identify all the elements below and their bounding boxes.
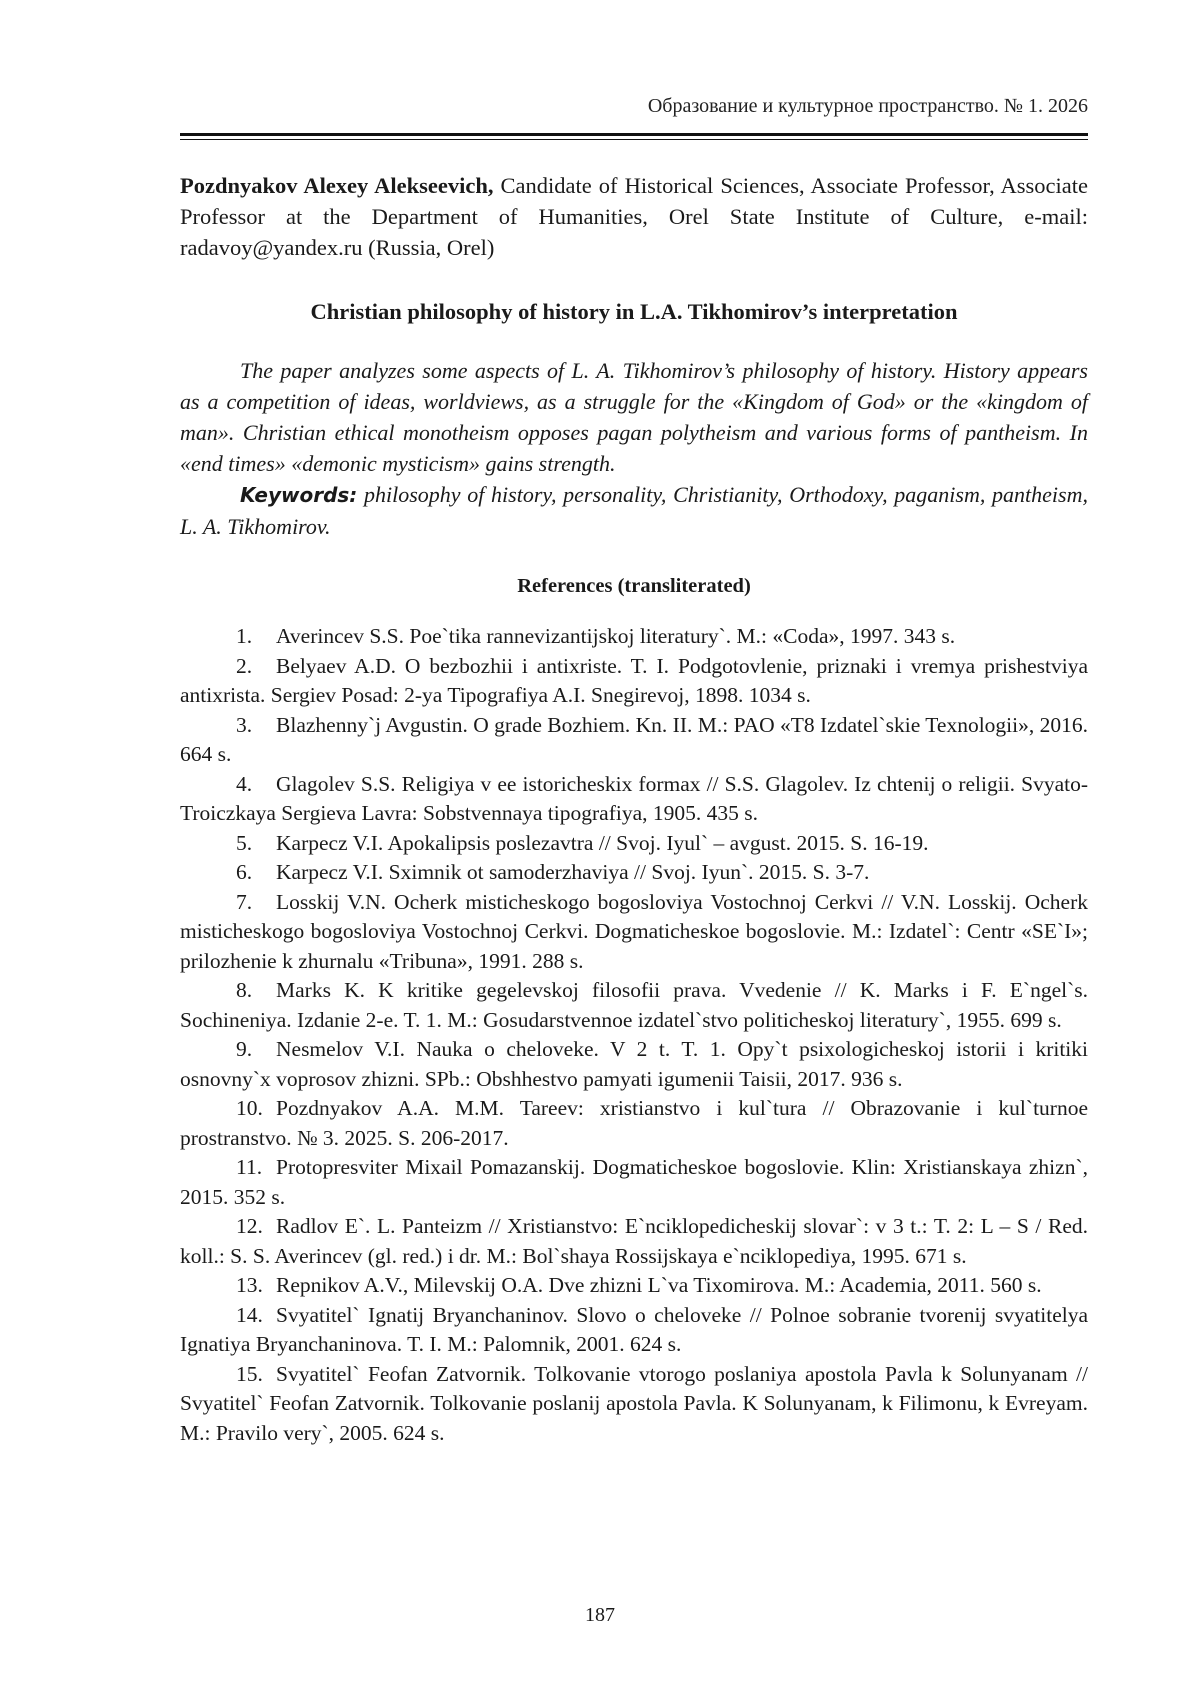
reference-text: Belyaev A.D. O bezbozhii i antixriste. T. I. Podgotovlenie, priznaki i vremya prishestviya antixrista. Sergiev Posad: 2-ya Tipografiya A.I. Snegirevoj, 1898. 1034 s. — [180, 653, 1088, 707]
reference-number: 6. — [236, 860, 253, 884]
reference-item — [180, 622, 1088, 652]
keywords-label: Keywords: — [240, 483, 358, 507]
author-name: Pozdnyakov Alexey Alekseevich, — [180, 173, 494, 198]
reference-text: Losskij V.N. Ocherk misticheskogo bogosloviya Vostochnoj Cerkvi // V.N. Losskij. Ocherk misticheskogo bogosloviya Vostochnoj Cerkvi. Dogmaticheskoe bogoslovie. M.: Izdatel`: Centr «SE`I»; prilozhenie k zhurnalu «Tribuna», 1991. 288 s. — [180, 889, 1088, 973]
header-rule-thin — [180, 139, 1088, 140]
reference-number: 9. — [236, 1037, 253, 1061]
reference-number: 7. — [236, 889, 253, 914]
reference-number: 8. — [236, 978, 253, 1002]
reference-text: Glagolev S.S. Religiya v ee istoricheskix formax // S.S. Glagolev. Iz chtenij o religii. Svyato-Troiczkaya Sergieva Lavra: Sobstvennaya tipografiya, 1905. 435 s. — [180, 771, 1088, 825]
reference-item — [180, 711, 1088, 770]
page-content — [180, 170, 1088, 1448]
article-title: Christian philosophy of history in L.A. Tikhomirov’s interpretation — [310, 299, 958, 324]
reference-item — [180, 1153, 1088, 1212]
reference-text: Karpecz V.I. Apokalipsis poslezavtra // Svoj. Iyul` – avgust. 2015. S. 16-19. — [276, 830, 929, 855]
reference-number: 14. — [236, 1302, 263, 1327]
running-header: Образование и культурное пространство. № 1. 2026 — [647, 95, 1088, 117]
abstract: The paper analyzes some aspects of L. A. Tikhomirov’s philosophy of history. History appears as a competition of ideas, worldviews, as a struggle for the «Kingdom of God» or the «kingdom of man». Christian ethical monotheism opposes pagan polytheism and various forms of pantheism. In «end times» «demonic mysticism» gains strength. — [180, 358, 1088, 476]
author-affiliation: Candidate of Historical Sciences, Associate Professor, Associate Professor at the Department of Humanities, Orel State Institute of Culture, e-mail: radavoy@yandex.ru (Russia, Orel) — [180, 173, 1088, 260]
reference-text: Svyatitel` Feofan Zatvornik. Tolkovanie vtorogo poslaniya apostola Pavla k Solunyanam // Svyatitel` Feofan Zatvornik. Tolkovanie poslanij apostola Pavla. K Solunyanam, k Filimonu, k Evreyam. M.: Pravilo very`, 2005. 624 s. — [180, 1361, 1088, 1445]
reference-text: Blazhenny`j Avgustin. O grade Bozhiem. Kn. II. M.: PAO «T8 Izdatel`skie Texnologii», 2016. 664 s. — [180, 712, 1088, 766]
page-number: 187 — [585, 1604, 615, 1626]
reference-number: 12. — [236, 1214, 263, 1238]
reference-number: 5. — [236, 830, 253, 855]
reference-number: 1. — [236, 624, 253, 648]
references-list — [180, 622, 1088, 1448]
reference-text: Pozdnyakov A.A. M.M. Tareev: xristianstvo i kul`tura // Obrazovanie i kul`turnoe prostranstvo. № 3. 2025. S. 206-2017. — [180, 1096, 1088, 1150]
reference-text: Averincev S.S. Poe`tika rannevizantijskoj literatury`. M.: «Coda», 1997. 343 s. — [276, 624, 956, 648]
author-info — [180, 170, 1088, 263]
reference-item — [180, 829, 1088, 859]
keywords — [180, 479, 1088, 542]
reference-item — [180, 770, 1088, 829]
reference-text: Karpecz V.I. Sximnik ot samoderzhaviya // Svoj. Iyun`. 2015. S. 3-7. — [276, 860, 870, 884]
reference-item — [180, 858, 1088, 888]
reference-number: 10. — [236, 1096, 263, 1120]
reference-item — [180, 1301, 1088, 1360]
reference-item — [180, 1271, 1088, 1301]
reference-text: Nesmelov V.I. Nauka o cheloveke. V 2 t. T. 1. Opy`t psixologicheskoj istorii i kritiki osnovny`x voprosov zhizni. SPb.: Obshhestvo pamyati igumenii Taisii, 2017. 936 s. — [180, 1037, 1088, 1091]
reference-text: Svyatitel` Ignatij Bryanchaninov. Slovo o cheloveke // Polnoe sobranie tvorenij svyatitelya Ignatiya Bryanchaninova. T. I. M.: Palomnik, 2001. 624 s. — [180, 1302, 1088, 1356]
reference-number: 15. — [236, 1361, 263, 1386]
reference-item — [180, 1212, 1088, 1271]
keywords-text: philosophy of history, personality, Christianity, Orthodoxy, paganism, pantheism, L. A. Tikhomirov. — [180, 482, 1088, 539]
references-heading: References (transliterated) — [517, 575, 751, 597]
reference-item — [180, 1360, 1088, 1449]
reference-text: Marks K. K kritike gegelevskoj filosofii prava. Vvedenie // K. Marks i F. E`ngel`s. Sochineniya. Izdanie 2-e. T. 1. M.: Gosudarstvennoe izdatel`stvo politicheskoj literatury`, 1955. 699 s. — [180, 978, 1088, 1032]
reference-text: Radlov E`. L. Panteizm // Xristianstvo: E`nciklopedicheskij slovar`: v 3 t.: T. 2: L – S / Red. koll.: S. S. Averincev (gl. red.) i dr. M.: Bol`shaya Rossijskaya e`nciklopediya, 1995. 671 s. — [180, 1214, 1088, 1268]
reference-item — [180, 976, 1088, 1035]
reference-number: 2. — [236, 653, 253, 678]
reference-number: 11. — [236, 1155, 263, 1179]
header-rule-thick — [180, 133, 1088, 136]
reference-item — [180, 1035, 1088, 1094]
reference-number: 4. — [236, 771, 253, 796]
reference-text: Repnikov A.V., Milevskij O.A. Dve zhizni L`va Tixomirova. M.: Academia, 2011. 560 s. — [276, 1273, 1042, 1297]
reference-number: 13. — [236, 1273, 263, 1297]
reference-text: Protopresviter Mixail Pomazanskij. Dogmaticheskoe bogoslovie. Klin: Xristianskaya zhizn`, 2015. 352 s. — [180, 1155, 1088, 1209]
reference-item — [180, 1094, 1088, 1153]
reference-item — [180, 652, 1088, 711]
reference-item — [180, 888, 1088, 977]
reference-number: 3. — [236, 712, 253, 737]
